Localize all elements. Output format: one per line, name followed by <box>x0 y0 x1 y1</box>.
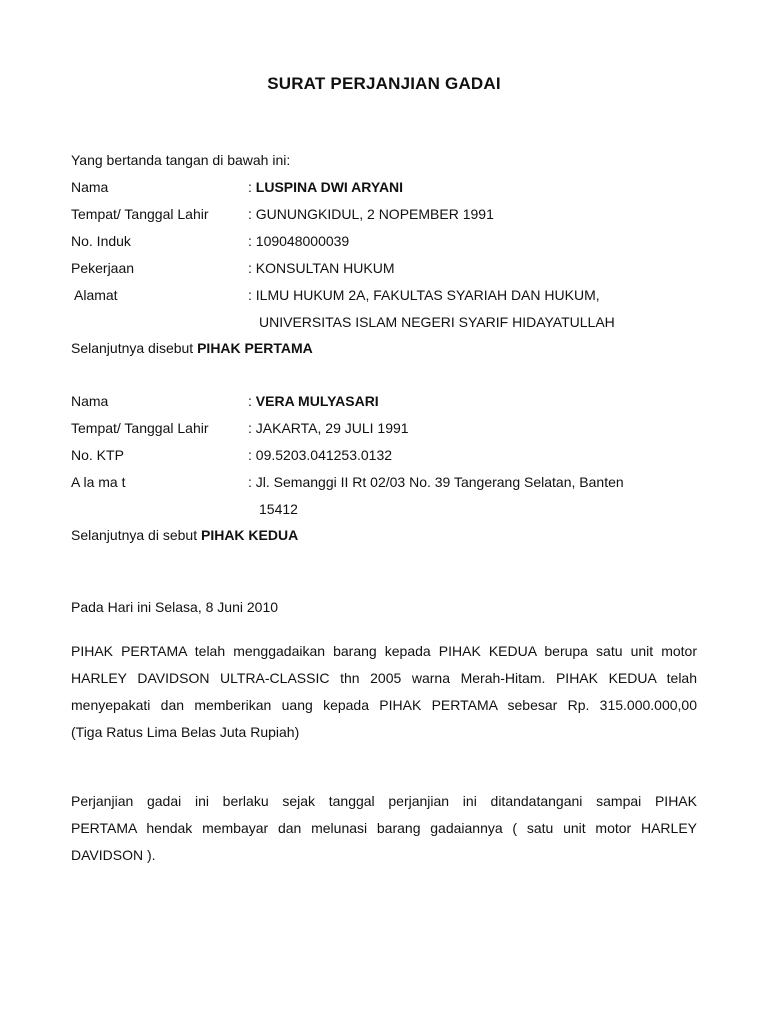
p1-pekerjaan-label: Pekerjaan <box>71 260 135 276</box>
p1-alamat-label: Alamat <box>74 287 118 303</box>
p1-pekerjaan-value: : KONSULTAN HUKUM <box>248 260 395 276</box>
p1-alamat-line2: UNIVERSITAS ISLAM NEGERI SYARIF HIDAYATULLAH <box>259 314 615 330</box>
p2-nama-label: Nama <box>71 393 109 409</box>
paragraph-line: Perjanjian gadai ini berlaku sejak tanggal perjanjian ini ditandatangani sampai PIHAK <box>71 793 697 809</box>
p2-alamat-label: A la ma t <box>71 474 126 490</box>
p1-ttl-value: : GUNUNGKIDUL, 2 NOPEMBER 1991 <box>248 206 494 222</box>
paragraph-gadai <box>71 638 697 746</box>
p1-closing: Selanjutnya disebut PIHAK PERTAMA <box>71 340 313 356</box>
paragraph-line: menyepakati dan memberikan uang kepada PIHAK PERTAMA sebesar Rp. 315.000.000,00 <box>71 697 697 713</box>
p2-nama-value: : VERA MULYASARI <box>248 393 379 409</box>
p1-ttl-label: Tempat/ Tanggal Lahir <box>71 206 209 222</box>
paragraph-line: PIHAK PERTAMA telah menggadaikan barang kepada PIHAK KEDUA berupa satu unit motor <box>71 643 697 659</box>
p1-nama-label: Nama <box>71 179 109 195</box>
p1-induk-label: No. Induk <box>71 233 131 249</box>
p1-alamat-line1: : ILMU HUKUM 2A, FAKULTAS SYARIAH DAN HUKUM, <box>248 287 600 303</box>
paragraph-line: PERTAMA hendak membayar dan melunasi barang gadaiannya ( satu unit motor HARLEY <box>71 820 697 836</box>
date-line: Pada Hari ini Selasa, 8 Juni 2010 <box>71 599 279 615</box>
paragraph-line: DAVIDSON ). <box>71 847 156 863</box>
p1-nama-value: : LUSPINA DWI ARYANI <box>248 179 404 195</box>
p2-closing: Selanjutnya di sebut PIHAK KEDUA <box>71 527 299 543</box>
p1-induk-value: : 109048000039 <box>248 233 350 249</box>
p2-alamat-line2: 15412 <box>259 501 298 517</box>
p2-ttl-value: : JAKARTA, 29 JULI 1991 <box>248 420 409 436</box>
p2-ktp-label: No. KTP <box>71 447 124 463</box>
paragraph-berlaku <box>71 788 697 869</box>
p2-alamat-line1: : Jl. Semanggi II Rt 02/03 No. 39 Tangerang Selatan, Banten <box>248 474 624 490</box>
document-title: SURAT PERJANJIAN GADAI <box>267 74 501 93</box>
paragraph-line: HARLEY DAVIDSON ULTRA-CLASSIC thn 2005 warna Merah-Hitam. PIHAK KEDUA telah <box>71 670 697 686</box>
intro-text: Yang bertanda tangan di bawah ini: <box>71 152 291 168</box>
p2-ttl-label: Tempat/ Tanggal Lahir <box>71 420 209 436</box>
paragraph-line: (Tiga Ratus Lima Belas Juta Rupiah) <box>71 724 300 740</box>
p2-ktp-value: : 09.5203.041253.0132 <box>248 447 393 463</box>
